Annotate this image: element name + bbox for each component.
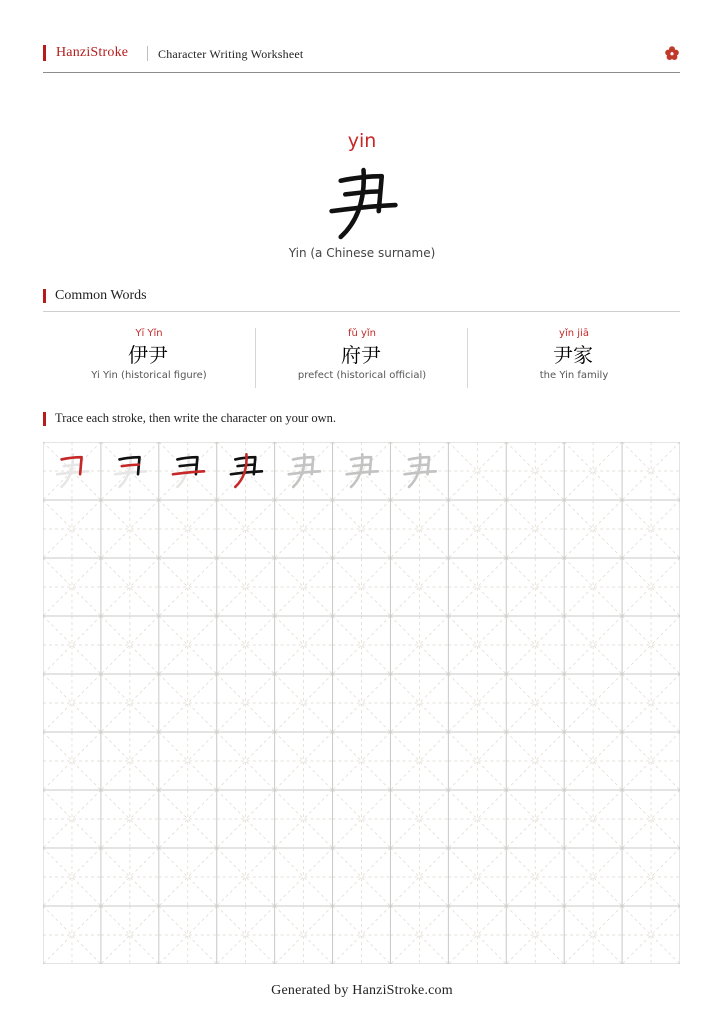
word-hanzi [553, 344, 595, 366]
brand-name[interactable]: HanziStroke [56, 45, 129, 60]
accent-bar [43, 289, 46, 303]
stroke [180, 465, 197, 466]
word-hanzi-svg [553, 344, 595, 366]
common-words-title: Common Words [55, 288, 147, 303]
word-hanzi-svg [341, 344, 383, 366]
main-character [324, 164, 400, 240]
accent-bar [43, 45, 46, 61]
word-card [43, 328, 255, 388]
stroke [173, 471, 204, 474]
word-card [468, 328, 680, 388]
ghost-stroke [57, 471, 88, 474]
practice-grid[interactable] [43, 442, 680, 964]
word-meaning: prefect (historical official) [297, 370, 427, 381]
footer-credit: Generated by HanziStroke.com [271, 983, 453, 998]
stroke [289, 471, 320, 474]
common-words-heading [43, 289, 443, 305]
word-pinyin: yǐn jiā [559, 328, 589, 339]
word-hanzi-text: 府尹 [341, 344, 381, 366]
word-pinyin: fǔ yǐn [347, 328, 377, 339]
section-rule [43, 311, 680, 312]
stroke [405, 471, 436, 474]
worksheet-header [43, 44, 680, 62]
header-rule [43, 72, 680, 73]
word-hanzi-svg [128, 344, 170, 366]
worksheet-subtitle: Character Writing Worksheet [158, 47, 304, 61]
header-divider [147, 46, 148, 61]
practice-heading [43, 412, 543, 428]
word-pinyin: Yī Yǐn [135, 328, 163, 339]
stroke [231, 471, 262, 474]
word-card [256, 328, 468, 388]
ghost-stroke [115, 471, 146, 474]
plum-blossom-icon [664, 45, 680, 61]
word-hanzi [341, 344, 383, 366]
word-meaning: the Yin family [539, 370, 609, 381]
practice-instruction: Trace each stroke, then write the character on your own. [55, 411, 337, 425]
word-hanzi [128, 344, 170, 366]
word-hanzi-text: 伊尹 [128, 344, 168, 366]
stroke [347, 471, 378, 474]
character-meaning: Yin (a Chinese surname) [288, 246, 436, 260]
main-pinyin: yin [347, 130, 377, 152]
stroke [122, 465, 139, 466]
accent-bar [43, 412, 46, 426]
word-hanzi-text: 尹家 [553, 344, 593, 366]
word-meaning: Yi Yin (historical figure) [91, 370, 207, 381]
practice-grid-svg[interactable] [43, 442, 680, 964]
